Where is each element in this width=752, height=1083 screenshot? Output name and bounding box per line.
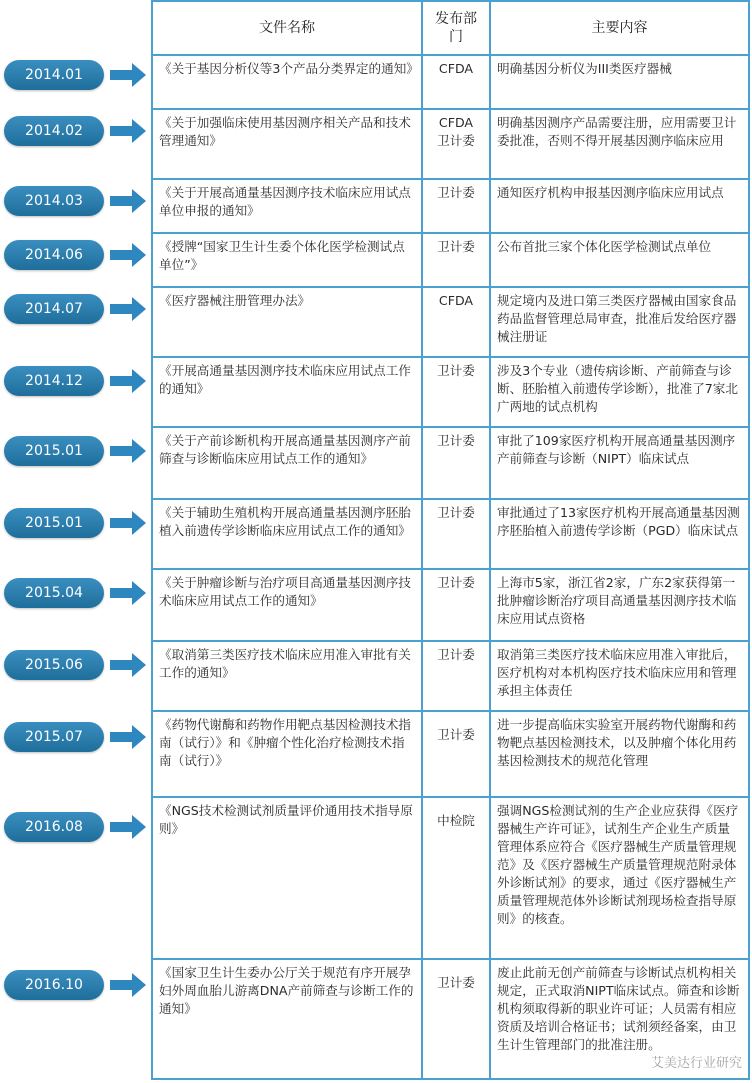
document-name: 《关于肿瘤诊断与治疗项目高通量基因测序技术临床应用试点工作的通知》 bbox=[152, 569, 422, 641]
main-content: 进一步提高临床实验室开展药物代谢酶和药物靶点基因检测技术，以及肿瘤个体化用药基因检测技术的规范化管理 bbox=[490, 711, 749, 797]
issuing-department: 卫计委 bbox=[422, 233, 490, 287]
date-badge: 2014.03 bbox=[4, 186, 104, 216]
table-row bbox=[152, 499, 749, 569]
document-name: 《关于开展高通量基因测序技术临床应用试点单位申报的通知》 bbox=[152, 179, 422, 233]
arrow-icon bbox=[110, 297, 146, 321]
date-badge: 2015.01 bbox=[4, 508, 104, 538]
table-row bbox=[152, 179, 749, 233]
table-row bbox=[152, 797, 749, 959]
document-name: 《药物代谢酶和药物作用靶点基因检测技术指南（试行）》和《肿瘤个性化治疗检测技术指南（试行）》 bbox=[152, 711, 422, 797]
issuing-department: 卫计委 bbox=[422, 357, 490, 427]
arrow-icon bbox=[110, 369, 146, 393]
table-row bbox=[152, 357, 749, 427]
main-content: 公布首批三家个体化医学检测试点单位 bbox=[490, 233, 749, 287]
arrow-icon bbox=[110, 189, 146, 213]
document-name: 《国家卫生计生委办公厅关于规范有序开展孕妇外周血胎儿游离DNA产前筛查与诊断工作的通知》 bbox=[152, 959, 422, 1079]
timeline bbox=[0, 0, 150, 1083]
table-row bbox=[152, 233, 749, 287]
date-badge: 2014.01 bbox=[4, 60, 104, 90]
date-badge: 2015.07 bbox=[4, 722, 104, 752]
main-content: 取消第三类医疗技术临床应用准入审批后，医疗机构对本机构医疗技术临床应用和管理承担主体责任 bbox=[490, 641, 749, 711]
date-badge: 2015.04 bbox=[4, 578, 104, 608]
arrow-icon bbox=[110, 581, 146, 605]
date-badge: 2014.06 bbox=[4, 240, 104, 270]
issuing-department: 卫计委 bbox=[422, 641, 490, 711]
issuing-department: 卫计委 bbox=[422, 499, 490, 569]
regulation-table bbox=[151, 0, 750, 1080]
arrow-icon bbox=[110, 815, 146, 839]
document-name: 《授牌“国家卫生计生委个体化医学检测试点单位”》 bbox=[152, 233, 422, 287]
issuing-department: CFDA bbox=[422, 287, 490, 357]
issuing-department: 卫计委 bbox=[422, 711, 490, 797]
main-content: 涉及3个专业（遗传病诊断、产前筛查与诊断、胚胎植入前遗传学诊断），批准了7家北广两地的试点机构 bbox=[490, 357, 749, 427]
table-row bbox=[152, 109, 749, 179]
table-row bbox=[152, 287, 749, 357]
arrow-icon bbox=[110, 653, 146, 677]
date-badge: 2015.06 bbox=[4, 650, 104, 680]
document-name: 《关于加强临床使用基因测序相关产品和技术管理通知》 bbox=[152, 109, 422, 179]
arrow-icon bbox=[110, 243, 146, 267]
column-header-name: 文件名称 bbox=[152, 1, 422, 55]
main-content: 规定境内及进口第三类医疗器械由国家食品药品监督管理总局审查，批准后发给医疗器械注册证 bbox=[490, 287, 749, 357]
document-name: 《关于产前诊断机构开展高通量基因测序产前筛查与诊断临床应用试点工作的通知》 bbox=[152, 427, 422, 499]
date-badge: 2014.12 bbox=[4, 366, 104, 396]
date-badge: 2014.07 bbox=[4, 294, 104, 324]
main-content: 强调NGS检测试剂的生产企业应获得《医疗器械生产许可证》，试剂生产企业生产质量管理体系应符合《医疗器械生产质量管理规范》及《医疗器械生产质量管理规范附录体外诊断试剂》的要求，通过《医疗器械生产质量管理规范体外诊断试剂现场检查指导原则》的核查。 bbox=[490, 797, 749, 959]
document-name: 《NGS技术检测试剂质量评价通用技术指导原则》 bbox=[152, 797, 422, 959]
table-row bbox=[152, 427, 749, 499]
table-row bbox=[152, 711, 749, 797]
table-row bbox=[152, 569, 749, 641]
issuing-department: 卫计委 bbox=[422, 179, 490, 233]
document-name: 《关于基因分析仪等3个产品分类界定的通知》 bbox=[152, 55, 422, 109]
main-content: 明确基因测序产品需要注册，应用需要卫计委批准，否则不得开展基因测序临床应用 bbox=[490, 109, 749, 179]
document-name: 《开展高通量基因测序技术临床应用试点工作的通知》 bbox=[152, 357, 422, 427]
document-name: 《关于辅助生殖机构开展高通量基因测序胚胎植入前遗传学诊断临床应用试点工作的通知》 bbox=[152, 499, 422, 569]
issuing-department: 卫计委 bbox=[422, 569, 490, 641]
column-header-content: 主要内容 bbox=[490, 1, 749, 55]
main-content: 废止此前无创产前筛查与诊断试点机构相关规定，正式取消NIPT临床试点。筛查和诊断机构须取得新的职业许可证；人员需有相应资质及培训合格证书；试剂须经备案，由卫生计生管理部门的批准注册。 bbox=[490, 959, 749, 1079]
document-name: 《取消第三类医疗技术临床应用准入审批有关工作的通知》 bbox=[152, 641, 422, 711]
date-badge: 2016.10 bbox=[4, 970, 104, 1000]
issuing-department: 卫计委 bbox=[422, 427, 490, 499]
arrow-icon bbox=[110, 119, 146, 143]
arrow-icon bbox=[110, 439, 146, 463]
arrow-icon bbox=[110, 511, 146, 535]
issuing-department: 卫计委 bbox=[422, 959, 490, 1079]
table-row bbox=[152, 641, 749, 711]
table-header-row bbox=[152, 1, 749, 55]
date-badge: 2016.08 bbox=[4, 812, 104, 842]
main-content: 上海市5家，浙江省2家，广东2家获得第一批肿瘤诊断治疗项目高通量基因测序技术临床应用试点资格 bbox=[490, 569, 749, 641]
date-badge: 2014.02 bbox=[4, 116, 104, 146]
main-content: 审批通过了13家医疗机构开展高通量基因测序胚胎植入前遗传学诊断（PGD）临床试点 bbox=[490, 499, 749, 569]
date-badge: 2015.01 bbox=[4, 436, 104, 466]
column-header-dept: 发布部门 bbox=[422, 1, 490, 55]
watermark-text: 艾美达行业研究 bbox=[650, 1056, 742, 1071]
main-content: 明确基因分析仪为III类医疗器械 bbox=[490, 55, 749, 109]
arrow-icon bbox=[110, 63, 146, 87]
arrow-icon bbox=[110, 725, 146, 749]
issuing-department: CFDA 卫计委 bbox=[422, 109, 490, 179]
issuing-department: 中检院 bbox=[422, 797, 490, 959]
issuing-department: CFDA bbox=[422, 55, 490, 109]
main-content: 通知医疗机构申报基因测序临床应用试点 bbox=[490, 179, 749, 233]
main-content: 审批了109家医疗机构开展高通量基因测序产前筛查与诊断（NIPT）临床试点 bbox=[490, 427, 749, 499]
table-row bbox=[152, 55, 749, 109]
document-name: 《医疗器械注册管理办法》 bbox=[152, 287, 422, 357]
arrow-icon bbox=[110, 973, 146, 997]
